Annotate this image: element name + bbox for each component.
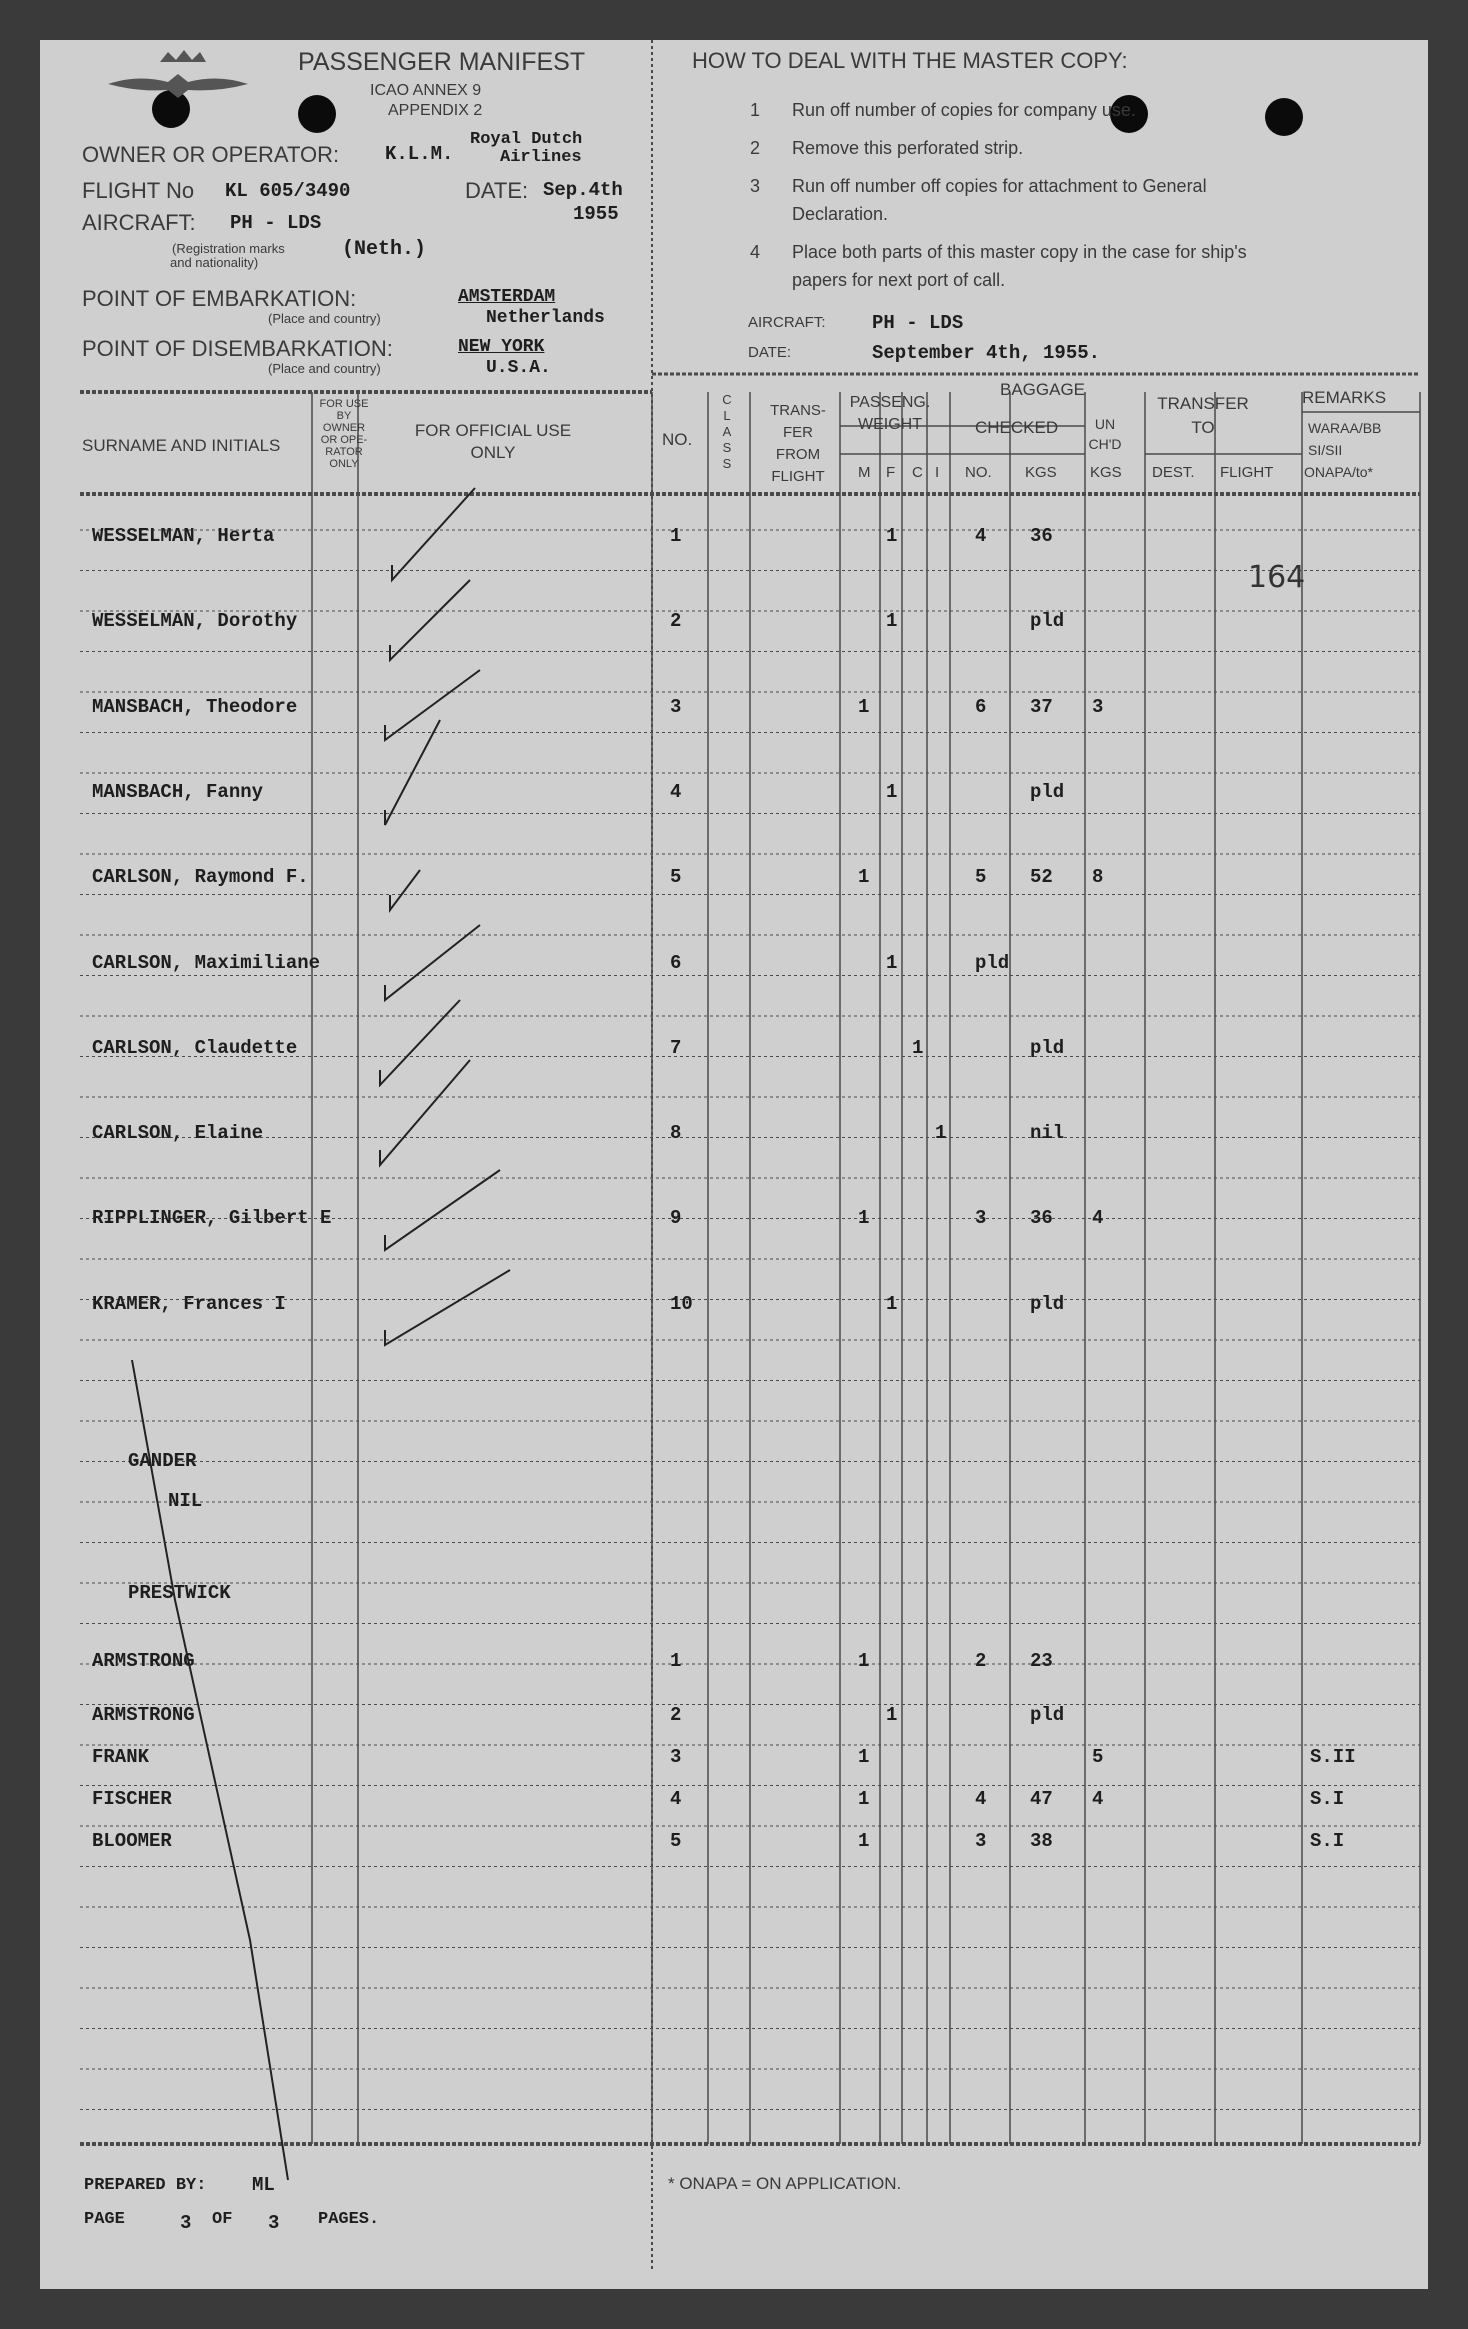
col-bag-no: NO. bbox=[965, 464, 992, 481]
passenger-name: MANSBACH, Fanny bbox=[92, 780, 264, 803]
weight-c: 1 bbox=[912, 1036, 924, 1059]
appendix: APPENDIX 2 bbox=[388, 102, 483, 119]
unchd-kgs: 3 bbox=[1092, 695, 1104, 718]
check-mark bbox=[380, 1000, 460, 1085]
check-mark bbox=[392, 488, 475, 580]
passenger-name: CARLSON, Elaine bbox=[92, 1122, 264, 1145]
instruction-text-cont: Declaration. bbox=[792, 204, 889, 224]
owner-value: K.L.M. bbox=[385, 143, 454, 165]
instruction-text-cont: papers for next port of call. bbox=[792, 270, 1006, 290]
instruction-text: Run off number of copies for company use. bbox=[792, 100, 1136, 120]
col-no: NO. bbox=[662, 430, 693, 449]
remarks: S.I bbox=[1310, 1830, 1345, 1852]
aircraft-value: PH - LDS bbox=[230, 212, 322, 234]
instruction-num: 3 bbox=[750, 176, 761, 196]
of-value: 3 bbox=[268, 2212, 280, 2234]
bag-no: 2 bbox=[975, 1650, 987, 1672]
col-kgs: KGS bbox=[1025, 464, 1057, 481]
unchd-kgs: 4 bbox=[1092, 1207, 1104, 1230]
unchd-kgs: 5 bbox=[1092, 1746, 1104, 1768]
passenger-name: WESSELMAN, Herta bbox=[92, 525, 275, 547]
bag-kgs: 38 bbox=[1030, 1830, 1053, 1852]
weight-f: 1 bbox=[886, 610, 898, 633]
col-baggage: BAGGAGE bbox=[1000, 380, 1086, 399]
col-unchd-kgs: KGS bbox=[1090, 464, 1122, 481]
bag-kgs: 47 bbox=[1030, 1788, 1053, 1810]
passenger-name: CARLSON, Claudette bbox=[92, 1036, 298, 1059]
weight-m: 1 bbox=[858, 1830, 870, 1852]
col-i: I bbox=[935, 464, 940, 481]
bag-kgs: pld bbox=[1030, 1036, 1065, 1059]
passenger-no: 10 bbox=[670, 1292, 693, 1315]
prepared-value: ML bbox=[252, 2174, 275, 2196]
bag-kgs: pld bbox=[1030, 1292, 1065, 1315]
embark-value: AMSTERDAM bbox=[458, 287, 556, 307]
col-remarks-sub3: ONAPA/to* bbox=[1304, 464, 1373, 480]
strip-aircraft-value: PH - LDS bbox=[872, 312, 964, 334]
disembark-label: POINT OF DISEMBARKATION: bbox=[82, 336, 393, 361]
gander-label: GANDER bbox=[128, 1450, 197, 1472]
passenger-name: RIPPLINGER, Gilbert E bbox=[92, 1207, 332, 1230]
gander-value: NIL bbox=[168, 1490, 203, 1512]
col-flight: FLIGHT bbox=[1220, 464, 1274, 481]
page-label: PAGE bbox=[84, 2210, 125, 2229]
embark-label: POINT OF EMBARKATION: bbox=[82, 286, 357, 311]
col-m: M bbox=[858, 464, 871, 481]
bag-kgs: 23 bbox=[1030, 1650, 1053, 1672]
weight-i: 1 bbox=[935, 1122, 947, 1145]
instruction-text: Run off number off copies for attachment to General bbox=[792, 176, 1207, 196]
diagonal-strike-line bbox=[132, 1360, 288, 2180]
strip-aircraft-label: AIRCRAFT: bbox=[748, 314, 826, 331]
col-for-use: FOR USE BY OWNER OR OPE- RATOR ONLY bbox=[319, 398, 369, 470]
of-label: OF bbox=[212, 2210, 233, 2229]
prestwick-no: 2 bbox=[670, 1704, 682, 1726]
weight-f: 1 bbox=[886, 525, 898, 547]
col-checked: CHECKED bbox=[975, 418, 1059, 437]
check-mark bbox=[385, 670, 480, 740]
date-value: Sep.4th bbox=[543, 179, 623, 201]
date-year: 1955 bbox=[573, 203, 619, 225]
col-passeng-weight: PASSENG. WEIGHT bbox=[849, 394, 931, 433]
col-remarks-sub2: SI/SII bbox=[1308, 442, 1343, 458]
col-transfer-to: TRANSFER TO bbox=[1157, 394, 1249, 437]
prestwick-label: PRESTWICK bbox=[128, 1582, 231, 1604]
bag-no: 4 bbox=[975, 1788, 987, 1810]
col-remarks-sub1: WARAA/BB bbox=[1308, 420, 1382, 436]
handwritten-marks bbox=[40, 40, 1428, 2289]
passenger-no: 4 bbox=[670, 780, 682, 803]
weight-m: 1 bbox=[858, 866, 870, 889]
col-transfer-from: TRANS- FER FROM FLIGHT bbox=[770, 402, 826, 485]
unchd-kgs: 4 bbox=[1092, 1788, 1104, 1810]
weight-m: 1 bbox=[858, 1207, 870, 1230]
unchd-kgs: 8 bbox=[1092, 866, 1104, 889]
prestwick-no: 1 bbox=[670, 1650, 682, 1672]
passenger-no: 9 bbox=[670, 1207, 682, 1230]
passenger-no: 5 bbox=[670, 866, 682, 889]
flight-label: FLIGHT No bbox=[82, 178, 195, 203]
col-f: F bbox=[886, 464, 896, 481]
bag-no: 3 bbox=[975, 1830, 987, 1852]
icao-annex: ICAO ANNEX 9 bbox=[370, 82, 482, 99]
bag-kgs: pld bbox=[1030, 610, 1065, 633]
bag-kgs: 52 bbox=[1030, 866, 1053, 889]
col-remarks: REMARKS bbox=[1302, 388, 1387, 407]
passenger-name: KRAMER, Frances I bbox=[92, 1292, 286, 1315]
col-official: FOR OFFICIAL USE ONLY bbox=[414, 421, 572, 462]
page-value: 3 bbox=[180, 2212, 192, 2234]
weight-f: 1 bbox=[886, 951, 898, 974]
flight-value: KL 605/3490 bbox=[225, 180, 351, 202]
embark-place-note: (Place and country) bbox=[268, 311, 381, 326]
passenger-no: 2 bbox=[670, 610, 682, 633]
owner-value-line1: Royal Dutch bbox=[470, 130, 583, 149]
check-mark bbox=[385, 925, 480, 1000]
bag-no: 5 bbox=[975, 866, 987, 889]
prestwick-name: FISCHER bbox=[92, 1788, 172, 1810]
prestwick-no: 5 bbox=[670, 1830, 682, 1852]
prestwick-name: ARMSTRONG bbox=[92, 1650, 195, 1672]
passenger-name: CARLSON, Raymond F. bbox=[92, 866, 309, 889]
bag-kgs: 36 bbox=[1030, 1207, 1053, 1230]
col-surname: SURNAME AND INITIALS bbox=[82, 436, 281, 455]
bag-no: 3 bbox=[975, 1207, 987, 1230]
aircraft-label: AIRCRAFT: bbox=[82, 210, 196, 235]
bag-kgs: 37 bbox=[1030, 695, 1053, 718]
disembark-country: U.S.A. bbox=[486, 358, 551, 378]
passenger-no: 1 bbox=[670, 525, 682, 547]
bag-kgs: pld bbox=[1030, 1704, 1065, 1726]
weight-m: 1 bbox=[858, 1746, 870, 1768]
prestwick-name: BLOOMER bbox=[92, 1830, 172, 1852]
owner-label: OWNER OR OPERATOR: bbox=[82, 142, 340, 167]
passenger-no: 8 bbox=[670, 1122, 682, 1145]
bag-kgs: pld bbox=[1030, 780, 1065, 803]
passenger-name: CARLSON, Maximiliane bbox=[92, 951, 321, 974]
check-mark bbox=[390, 580, 470, 660]
col-c: C bbox=[912, 464, 923, 481]
weight-m: 1 bbox=[858, 1788, 870, 1810]
passenger-name: MANSBACH, Theodore bbox=[92, 695, 298, 718]
owner-value-line2: Airlines bbox=[500, 148, 582, 167]
disembark-value: NEW YORK bbox=[458, 337, 545, 357]
prestwick-name: FRANK bbox=[92, 1746, 150, 1768]
instructions-title: HOW TO DEAL WITH THE MASTER COPY: bbox=[692, 48, 1128, 73]
prestwick-no: 3 bbox=[670, 1746, 682, 1768]
onapa-note: * ONAPA = ON APPLICATION. bbox=[668, 2174, 902, 2193]
instruction-text: Place both parts of this master copy in the case for ship's bbox=[792, 242, 1247, 262]
prepared-label: PREPARED BY: bbox=[84, 2176, 207, 2195]
prestwick-name: ARMSTRONG bbox=[92, 1704, 195, 1726]
weight-f: 1 bbox=[886, 1704, 898, 1726]
weight-m: 1 bbox=[858, 1650, 870, 1672]
pages-label: PAGES. bbox=[318, 2210, 380, 2229]
check-mark bbox=[380, 1060, 470, 1165]
manifest-sheet bbox=[40, 40, 1428, 2289]
bag-kgs: 36 bbox=[1030, 525, 1053, 547]
nationality-note: and nationality) bbox=[170, 255, 259, 270]
disembark-place-note: (Place and country) bbox=[268, 361, 381, 376]
registration-note: (Registration marks bbox=[172, 241, 285, 256]
check-mark bbox=[385, 1170, 500, 1250]
nationality-value: (Neth.) bbox=[342, 238, 427, 261]
passenger-no: 6 bbox=[670, 951, 682, 974]
check-mark bbox=[385, 1270, 510, 1345]
col-dest: DEST. bbox=[1152, 464, 1195, 481]
remarks: S.II bbox=[1310, 1746, 1356, 1768]
strip-date-value: September 4th, 1955. bbox=[872, 342, 1101, 364]
date-label: DATE: bbox=[465, 178, 529, 203]
passenger-no: 3 bbox=[670, 695, 682, 718]
instruction-num: 1 bbox=[750, 100, 761, 120]
handwritten-164: 164 bbox=[1248, 560, 1306, 595]
weight-m: 1 bbox=[858, 695, 870, 718]
weight-f: 1 bbox=[886, 1292, 898, 1315]
col-class: C L A S S bbox=[722, 392, 732, 471]
passenger-no: 7 bbox=[670, 1036, 682, 1059]
bag-kgs: nil bbox=[1030, 1122, 1065, 1145]
passenger-name: WESSELMAN, Dorothy bbox=[92, 610, 298, 633]
instruction-num: 4 bbox=[750, 242, 761, 262]
instruction-num: 2 bbox=[750, 138, 761, 158]
bag-no: 6 bbox=[975, 695, 987, 718]
prestwick-no: 4 bbox=[670, 1788, 682, 1810]
check-mark bbox=[390, 870, 420, 910]
remarks: S.I bbox=[1310, 1788, 1345, 1810]
instruction-text: Remove this perforated strip. bbox=[792, 138, 1024, 158]
check-mark bbox=[385, 720, 440, 825]
embark-country: Netherlands bbox=[486, 308, 605, 328]
bag-no: pld bbox=[975, 951, 1010, 974]
col-unchd: UN CH'D bbox=[1088, 416, 1122, 452]
weight-f: 1 bbox=[886, 780, 898, 803]
strip-date-label: DATE: bbox=[748, 344, 792, 361]
manifest-title: PASSENGER MANIFEST bbox=[298, 48, 586, 76]
bag-no: 4 bbox=[975, 525, 987, 547]
